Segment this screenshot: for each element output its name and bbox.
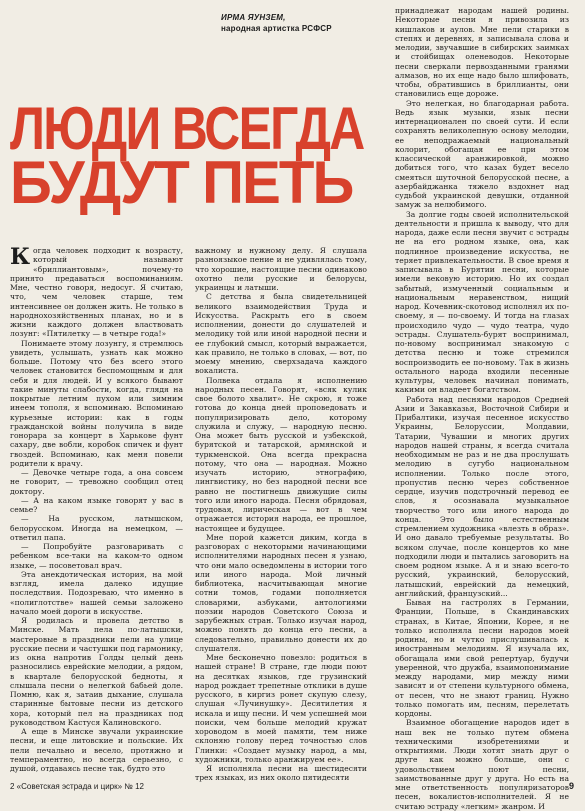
article-paragraph: Полвека отдала я исполнению народных песен. Говорят, «всяк кулик свое болото хвалит». Не скрою, я тоже готова до конца дней проповедовать и популяризировать дело, которому служила и служу, — народную песню. Она может быть русской и узбекской, бурятской и татарской, армянской и туркменской. Она всегда прекрасна потому, что она — народная. Можно изучать историю, этнографию, лингвистику, но без народной песни все равно не постигнешь движущие силы того или иного народа. Песня обрядовая, трудовая, лирическая — вот в чем отражается история народа, ее прошлое, настоящее и будущее. <box>195 375 367 533</box>
article-column-2 <box>195 246 367 783</box>
author-name: ИРМА ЯУНЗЕМ, <box>221 13 286 22</box>
page-number: 9 <box>568 781 574 791</box>
article-column-3 <box>395 6 569 811</box>
article-paragraph: Взаимное обогащение народов идет в наш век не только путем обмена техническими изобретениями и открытиями. Люди хотят знать друг о друге как можно больше, они с удовольствием поют песни, заимствованные друг у друга. Но есть на мне ответственность популяризаторов песен, вокалистов-исполнителей. Я не считаю эстраду «легким» жанром. И <box>395 718 569 811</box>
author-credit <box>221 12 391 34</box>
article-paragraph: — Попробуйте разговаривать с ребенком все-таки на каком-то одном языке, — посоветовал врач. <box>10 542 183 570</box>
article-paragraph: Работа над песнями народов Средней Азии и Закавказья, Восточной Сибири и Прибалтики, изучая песенное искусство Украины, Белоруссии, Молдавии, Татарии, Чувашии и многих других народов нашей страны, я всегда считала необходимым не раз и не два прослушать мелодию в сугубо национальном исполнении. Только после этого, пропустив песню через собственное сердце, изучив подстрочный перевод ее слов, я осознавала музыкальное творчество того или иного народа до конца. Это было естественным стремлением художника «влезть в образ». И оно давало требуемые результаты. Во всяком случае, после концертов ко мне подходили люди и пытались заговорить на своем родном языке. А я и знаю всего-то русский, украинский, белорусский, латышский, еврейский да немецкий, английский, французский... <box>395 394 569 598</box>
article-paragraph: Эта анекдотическая история, на мой взгляд, имела далеко идущие последствия. Подозреваю, что именно в «полиглотстве» нашей семьи заложено начало моей дороги в искусстве. <box>10 569 183 616</box>
article-paragraph: А еще в Минске звучали украинские песни, и еще литовские и польские. Их пели печально и весело, протяжно и темпераментно, но всегда серьезно, с душой, отдаваясь песне так, будто это <box>10 727 183 773</box>
article-paragraph: Это нелегкая, но благодарная работа. Ведь язык музыки, язык песни интернационален по своей сути. И если сохранять великолепную основу мелодии, ее неподражаемый национальный колорит, обогащая ее при этом классической аранжировкой, можно добиться того, что казах будет весело смеяться шуточной белорусской песне, а азербайджанка тяжело вздохнет над судьбой украинской девушки, отданной замуж за нелюбимого. <box>395 98 569 210</box>
article-paragraph: — А на каком языке говорят у вас в семье? <box>10 495 183 514</box>
headline-line-2: БУДУТ ПЕТЬ <box>10 149 353 216</box>
article-paragraph: Понимаете этому лозунгу, я стремлюсь увидеть, услышать, узнать как можно больше. Потому что без всего этого человек становится беспомощным и для себя и для людей. И у всякого бывают такие минуты слабости, когда, глядя на покрытые летним пухом или зимним инеем тополя, я вспоминаю. Вспоминаю курьезные истории: как в годы гражданской войны получила в виде гонорара за концерт в Харькове фунт сахару, две вобли, коробок спичек и фунт гвоздей. Вспоминаю, как меня повели родители к врачу. <box>10 338 183 468</box>
headline-line-1: ЛЮДИ ВСЕГДА <box>10 95 364 162</box>
article-paragraph: Я родилась и провела детство в Минске. Мать пела по-латышски, мастеровые в праздники пели на улице русские песни и частушки под гармонику, из окна напротив Голды целый день разносились еврейские мелодии, а рядом, в квартале белорусской бедноты, я слышала песни о нелегкой бабьей доле. Помню, как я, затаив дыхание, слушала старинные бытовые песни из детского хора, который пел на праздниках под руководством Кастуся Калиновского. <box>10 616 183 727</box>
article-paragraph: За долгие годы своей исполнительской деятельности я пришла к выводу, что для народа, даже если песня звучит с эстрады не на его родном языке, она, как подлинное произведение искусства, не теряет привлекательности. В свое время я записывала в Бурятии песни, которые имели вековую историю. Но их создал забытый, измученный социальным и национальным неравенством, нищий народ. Кочевник-скотовод исполнял их по-своему, я — по-своему. И тогда на глазах происходило чудо — чудо театра, чудо эстрады. Слушатель-бурят воспринимал, по-новому воспринимал знакомую с детства песню и тоже стремился воспроизводить ее по-новому. Так в жизнь остального народа входили песенные культуры, человек начинал понимать, какими он владеет богатством. <box>395 209 569 395</box>
author-title: народная артистка РСФСР <box>221 24 332 33</box>
article-paragraph: С детства я была свидетельницей великого взаимодействия Труда и Искусства. Раскрыть его в своем исполнении, донести до слушателей и мелодику той или иной народной песни и ее глубокий смысл, который выражается, как правило, не только в словах, — вот, по моему мнению, сверхзадача каждого вокалиста. <box>195 292 367 376</box>
magazine-footer: 2 «Советская эстрада и цирк» № 12 <box>10 782 144 791</box>
article-paragraph: — На русском, латышском, белорусском. Иногда на немецком, — ответил папа. <box>10 514 183 542</box>
article-paragraph: Когда человек подходит к возрасту, который называют «бриллиантовым», почему-то принято предаваться воспоминаниям. Мне, честно говоря, недосуг. Я считаю, что, чем человек старше, тем интенсивнее он должен жить. Не только в народнохозяйственных планах, но и в жизни каждого должен властвовать лозунг: «Пятилетку — в четыре года!» <box>10 244 183 339</box>
article-paragraph: Бывая на гастролях в Германии, Франции, Польше, в Скандинавских странах, в Китае, Японии, Корее, я не только исполняла песни народов моей родины, но и чутко прислушивалась к иностранным мелодиям. Я изучала их, обогащала ими свой репертуар, будучи уверенной, что дружба, взаимопонимание между народами, мир между ними зависят и от степени культурного обмена, от песен, что не знают границ. Нужно только помогать им, песням, перелетать кордоны. <box>395 598 569 718</box>
article-paragraph: важному и нужному делу. Я слушала разноязыкое пение и не удивлялась тому, что хорошие, настоящие песни одинаково охотно пели русские и белорусы, украинцы и латыши. <box>195 246 367 292</box>
article-paragraph: — Девочке четыре года, а она совсем не говорит, — тревожно сообщил отец доктору. <box>10 468 183 496</box>
article-paragraph: Мне бесконечно повезло: родиться в нашей стране! В стране, где люди поют на десятках языков, где грузинский народ рождает трепетные отклики в душе русского, в киргиз ронет скупую слезу, слушая «Лучинушку». Десятилетия я искала и ищу песни. И чем успешней мои поиски, чем больше мелодий кружат хороводом в моей памяти, тем ниже склоняю голову перед точностью слов Глинки: «Создает музыку народ, а мы, художники, только аранжируем ее». <box>195 653 367 764</box>
article-column-1 <box>10 246 183 777</box>
article-paragraph: принадлежат народам нашей родины. Некоторые песни я привозила из кишлаков и аулов. Мне пели старики в степях и деревнях, я записывала слова и мелодии, звучавшие в сибирских заимках и стойбищах оленеводов. Некоторые песни сверкали первозданными гранями алмазов, но их еще надо было шлифовать, чтобы, обратившись в бриллианты, они становились еще дороже. <box>395 6 569 99</box>
article-paragraph: Я исполняла песни на шестидесяти трех языках, из них около пятидесяти <box>195 764 367 783</box>
article-paragraph: Мне порой кажется диким, когда в разговорах с некоторыми начинающими исполнителями народных песен я узнаю, что они мало осведомлены в истории того или иного народа. Мой личный библиотека, насчитывающая многие сотни томов, годами пополняется словарями, азбуками, антологиями поэзии народов Советского Союза и зарубежных стран. Только изучая народ, можно понять до конца его песни, а следовательно, правильно донести их до слушателя. <box>195 532 367 653</box>
drop-cap: К <box>10 244 31 270</box>
